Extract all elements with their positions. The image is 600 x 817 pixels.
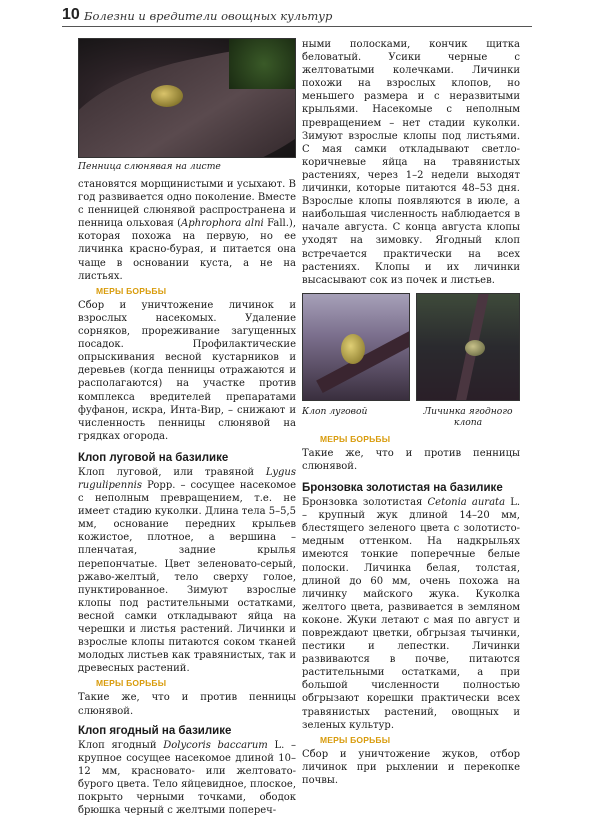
photo-caption: Клоп луговой (302, 405, 368, 417)
running-title: Болезни и вредители овощных культур (84, 9, 333, 23)
header-rule (62, 26, 532, 27)
section-heading: Бронзовка золотистая на базилике (302, 482, 503, 495)
section-label-control-measures: МЕРЫ БОРЬБЫ (320, 433, 391, 444)
paragraph: Такие же, что и против пенницы слюнявой. (78, 692, 296, 717)
paragraph: Сбор и уничтожение жуков, отбор личинок при рыхлении и перекопке почвы. (302, 748, 520, 787)
paragraph: Бронзовка золотистая Cetonia aurata L. – крупный жук длиной 14–20 мм, блестящего зеленого цвета с золотисто-медным оттенком. На надкрыльях имеются тонкие поперечные белые полоски. Личинка белая, толстая, длиной до 60 мм, очень похожа на личинку майского жука. Куколка желтого цвета, развивается в земляном коконе. Жуки летают с мая по август и повреждают цветки, обгрызая тычинки, пестики и лепестки. Личинки развиваются в почве, питаются растительными остатками, а при большой численности полностью обгрызают корешки практически всех травянистых растений, овощных и зеленых культур. (302, 497, 521, 731)
photo-caption: Личинка ягодного клопа (423, 405, 513, 428)
photo-meadow-bug (302, 293, 410, 401)
page-header (62, 6, 532, 28)
paragraph: Клоп ягодный Dolycoris baccarum L. – крупное сосущее насекомое длиной 10–12 мм, красновато- или желтовато-бурого цвета. Тело яйцевидное, плоское, покрыто черными точками, ободок брюшка черный с желтыми попереч- (78, 739, 296, 817)
paragraph: Такие же, что и против пенницы слюнявой. (302, 447, 520, 472)
photo-captions (302, 403, 520, 431)
section-label-control-measures: МЕРЫ БОРЬБЫ (96, 285, 167, 296)
photo-spittlebug-on-leaf (78, 38, 296, 158)
page-number: 10 (62, 6, 80, 23)
section-heading: Клоп луговой на базилике (78, 451, 229, 464)
paragraph: Сбор и уничтожение личинок и взрослых насекомых. Удаление сорняков, прореживание загущенных посадок. Профилактические опрыскивания весной кустарников и деревьев (когда пенницы отражаются и располагаются) на участке против комплекса вредителей препаратами фуфанон, искра, Инта-Вир, – снижают и численность пенницы слюнявой на грядках огорода. (78, 299, 296, 442)
photo-berry-bug-larva (416, 293, 520, 401)
photo-row (302, 293, 520, 403)
right-column (302, 38, 520, 787)
left-column (78, 38, 296, 817)
paragraph: Клоп луговой, или травяной Lygus rugulipennis Popp. – сосущее насекомое с неполным превращением, т.е. не имеет стадию куколки. Длина тела 5–5,5 мм, основание передних крыльев кожистое, плотное, а вершина – пленчатая, задние крылья перепончатые. Цвет зеленовато-серый, ржаво-желтый, тело сверху голое, пунктированное. Зимуют взрослые клопы под растительными остатками, весной самки откладывают яйца на черешки и листья растений. Личинки и взрослые клопы питаются соком тканей молодых листьев как травянистых, так и древесных растений. (78, 466, 296, 675)
photo-caption: Пенница слюнявая на листе (78, 161, 221, 172)
section-label-control-measures: МЕРЫ БОРЬБЫ (96, 678, 167, 689)
paragraph: ными полосками, кончик щитка беловатый. Усики черные с желтоватыми колечками. Личинки похожи на взрослых клопов, но меньшего размера и с неразвитыми крыльями. Насекомые с неполным превращением – нет стадии куколки. Зимуют взрослые клопы под листьями. С мая самки откладывают светло-коричневые яйца на травянистых растениях, через 1–2 недели выходят личинки, которые питаются 48–53 дня. Взрослые клопы появляются в июле, а наибольшая численность наблюдается в начале августа. С конца августа клопы уходят на зимовку. Ягодный клоп встречается практически на всех растениях. Клопы и их личинки высасывают сок из почек и листьев. (302, 39, 520, 286)
paragraph: становятся морщинистыми и усыхают. В год развивается одно поколение. Вместе с пенницей слюнявой распространена и пенница ольховая (Aphrophora alni Fall.), которая похожа на первую, но ее личинка красно-бурая, и питается она чаще в основании куста, а не на листьях. (78, 179, 296, 282)
section-heading: Клоп ягодный на базилике (78, 724, 232, 737)
section-label-control-measures: МЕРЫ БОРЬБЫ (320, 734, 391, 745)
